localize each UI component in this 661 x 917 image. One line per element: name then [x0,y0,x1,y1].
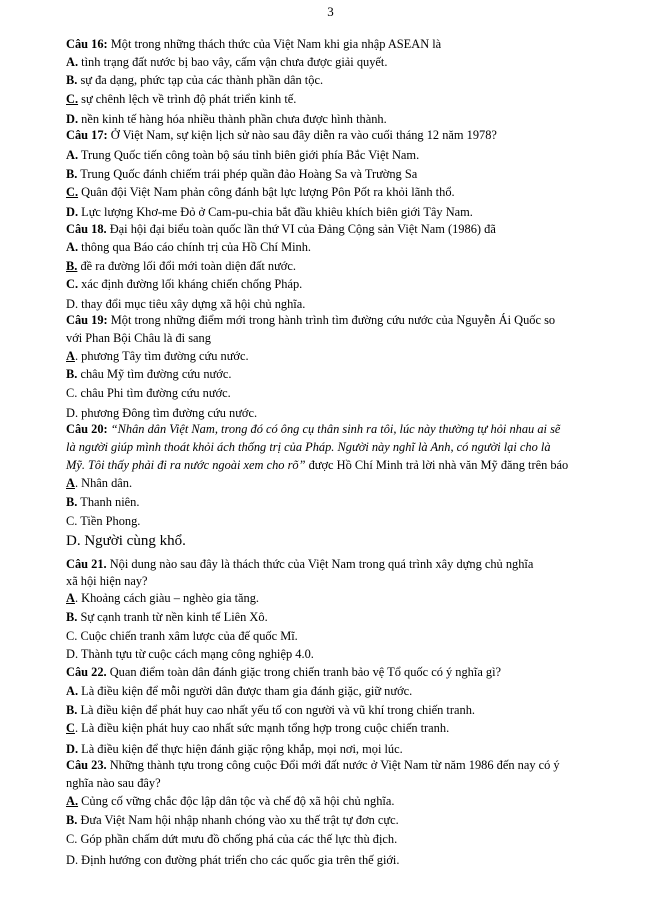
option-letter: D. [66,112,79,126]
option-letter: D. [66,533,81,549]
option-d [66,852,636,868]
option-text: đề ra đường lối đổi mới toàn diện đất nước. [77,259,296,273]
option-letter: C. [66,92,79,106]
option-text: Cuộc chiến tranh xâm lược của đế quốc Mĩ. [77,629,298,643]
option-b [66,166,636,182]
question-text: Một trong những thách thức của Việt Nam khi gia nhập ASEAN là [107,37,442,51]
option-letter: B. [66,259,78,273]
option-a [66,54,636,70]
option-letter: B. [66,813,78,827]
option-letter: C. [66,386,78,400]
question-23-stem [66,757,636,773]
option-d [66,741,636,757]
option-a [66,239,636,255]
option-text: Thành tựu từ cuộc cách mạng công nghiệp 4.0. [78,647,314,661]
option-a [66,793,636,809]
question-label: Câu 20: [66,422,108,436]
question-label: Câu 21. [66,557,107,571]
question-23-stem-cont: nghĩa nào sau đây? [66,776,161,790]
option-letter: D. [66,742,79,756]
option-a [66,475,636,491]
option-d [66,296,636,312]
question-19-stem-cont: với Phan Bội Châu là đi sang [66,331,211,345]
option-text: Đưa Việt Nam hội nhập nhanh chóng vào xu thế trật tự đơn cực. [77,813,399,827]
option-letter: A [66,591,75,605]
option-b [66,366,636,382]
option-text: Là điều kiện để mỗi người dân được tham gia đánh giặc, giữ nước. [78,684,413,698]
option-d [66,405,636,421]
option-letter: D. [66,205,79,219]
option-c [66,184,636,200]
option-text: nền kinh tế hàng hóa nhiều thành phần chưa được hình thành. [78,112,387,126]
question-label: Câu 17: [66,128,108,142]
question-label: Câu 19: [66,313,108,327]
quote-text: “Nhân dân Việt Nam, trong đó có ông cụ thân sinh ra tôi, lúc này thường tự hỏi nhau ai sẽ [107,422,561,436]
option-letter: A. [66,55,79,69]
option-d [66,533,636,549]
option-letter: B. [66,73,78,87]
option-letter: A. [66,240,79,254]
option-b [66,258,636,274]
question-text: Một trong những điểm mới trong hành trình tìm đường cứu nước của Nguyễn Ái Quốc so [107,313,556,327]
option-b [66,72,636,88]
option-letter: D. [66,853,79,867]
option-letter: B. [66,703,78,717]
option-a [66,147,636,163]
option-letter: C. [66,277,79,291]
option-text: Tiền Phong. [77,514,141,528]
question-text: Ở Việt Nam, sự kiện lịch sử nào sau đây diễn ra vào cuối tháng 12 năm 1978? [107,128,497,142]
option-c [66,720,636,736]
option-text: phương Đông tìm đường cứu nước. [78,406,258,420]
question-16-stem [66,36,636,52]
option-a [66,590,636,606]
option-letter: D. [66,647,79,661]
option-text: Người cùng khổ. [80,533,186,549]
option-letter: C. [66,185,79,199]
option-c [66,831,636,847]
option-c [66,385,636,401]
option-text: Là điều kiện để phát huy cao nhất yếu tố con người và vũ khí trong chiến tranh. [77,703,475,717]
question-label: Câu 22. [66,665,107,679]
option-b [66,702,636,718]
option-text: tình trạng đất nước bị bao vây, cấm vận chưa được giải quyết. [78,55,388,69]
option-text: . Khoảng cách giàu – nghèo gia tăng. [74,591,260,605]
option-text: xác định đường lối kháng chiến chống Pháp. [78,277,303,291]
option-text: . Là điều kiện phát huy cao nhất sức mạnh tổng hợp trong cuộc chiến tranh. [74,721,450,735]
question-label: Câu 23. [66,758,107,772]
question-21-stem-cont: xã hội hiện nay? [66,574,148,588]
option-letter: C. [66,514,78,528]
quote-text: Mỹ. Tôi thấy phải đi ra nước ngoài xem cho rõ” [66,458,306,472]
option-text: châu Mỹ tìm đường cứu nước. [77,367,232,381]
question-20-stem-cont [66,457,636,473]
option-d [66,646,636,662]
option-letter: C. [66,832,78,846]
question-20-stem [66,421,636,437]
option-letter: A. [66,794,79,808]
question-label: Câu 18. [66,222,107,236]
question-17-stem [66,127,636,143]
option-b [66,609,636,625]
question-text: Nội dung nào sau đây là thách thức của Việt Nam trong quá trình xây dựng chủ nghĩa [106,557,534,571]
option-b [66,494,636,510]
option-text: Quân đội Việt Nam phản công đánh bật lực lượng Pôn Pốt ra khỏi lãnh thổ. [78,185,455,199]
option-letter: D. [66,406,79,420]
option-text: . Nhân dân. [74,476,133,490]
option-letter: B. [66,495,78,509]
option-c [66,513,636,529]
option-text: Trung Quốc đánh chiếm trái phép quần đảo Hoàng Sa và Trường Sa [77,167,418,181]
option-text: Thanh niên. [77,495,140,509]
option-text: Định hướng con đường phát triển cho các quốc gia trên thế giới. [78,853,400,867]
question-19-stem [66,312,636,328]
option-text: thông qua Báo cáo chính trị của Hồ Chí Minh. [78,240,312,254]
question-text: được Hồ Chí Minh trả lời nhà văn Mỹ đăng trên báo [305,458,569,472]
option-d [66,204,636,220]
option-text: sự đa dạng, phức tạp của các thành phần dân tộc. [77,73,324,87]
option-a [66,348,636,364]
question-text: Quan điểm toàn dân đánh giặc trong chiến tranh bảo vệ Tổ quốc có ý nghĩa gì? [106,665,502,679]
page-number: 3 [327,4,334,19]
option-letter: C [66,721,75,735]
option-text: thay đổi mục tiêu xây dựng xã hội chủ nghĩa. [78,297,306,311]
option-letter: C. [66,629,78,643]
option-letter: D. [66,297,79,311]
option-c [66,276,636,292]
question-21-stem [66,556,636,572]
option-text: sự chênh lệch về trình độ phát triển kinh tế. [78,92,297,106]
option-text: Sự cạnh tranh từ nền kinh tế Liên Xô. [77,610,268,624]
option-letter: A [66,349,75,363]
option-letter: A. [66,684,79,698]
question-text: Đại hội đại biểu toàn quốc lần thứ VI của Đảng Cộng sản Việt Nam (1986) đã [106,222,496,236]
question-label: Câu 16: [66,37,108,51]
option-letter: B. [66,167,78,181]
option-d [66,111,636,127]
option-text: Lực lượng Khơ-me Đỏ ở Cam-pu-chia bắt đầu khiêu khích biên giới Tây Nam. [78,205,473,219]
question-text: Những thành tựu trong công cuộc Đổi mới đất nước ở Việt Nam từ năm 1986 đến nay có ý [106,758,560,772]
option-letter: B. [66,610,78,624]
question-22-stem [66,664,636,680]
option-letter: A. [66,148,79,162]
quote-text-cont: là người giúp mình thoát khỏi ách thống trị của Pháp. Người này nghĩ là Anh, có người lại cho là [66,440,551,454]
option-b [66,812,636,828]
question-18-stem [66,221,636,237]
option-text: Là điều kiện để thực hiện đánh giặc rộng khắp, mọi nơi, mọi lúc. [78,742,403,756]
option-text: . phương Tây tìm đường cứu nước. [74,349,249,363]
option-c [66,628,636,644]
option-letter: B. [66,367,78,381]
option-text: châu Phi tìm đường cứu nước. [77,386,231,400]
option-c [66,91,636,107]
option-text: Trung Quốc tiến công toàn bộ sáu tỉnh biên giới phía Bắc Việt Nam. [78,148,420,162]
option-a [66,683,636,699]
option-text: Củng cố vững chắc độc lập dân tộc và chế độ xã hội chủ nghĩa. [78,794,395,808]
option-text: Góp phần chấm dứt mưu đồ chống phá của các thế lực thù địch. [77,832,398,846]
option-letter: A [66,476,75,490]
